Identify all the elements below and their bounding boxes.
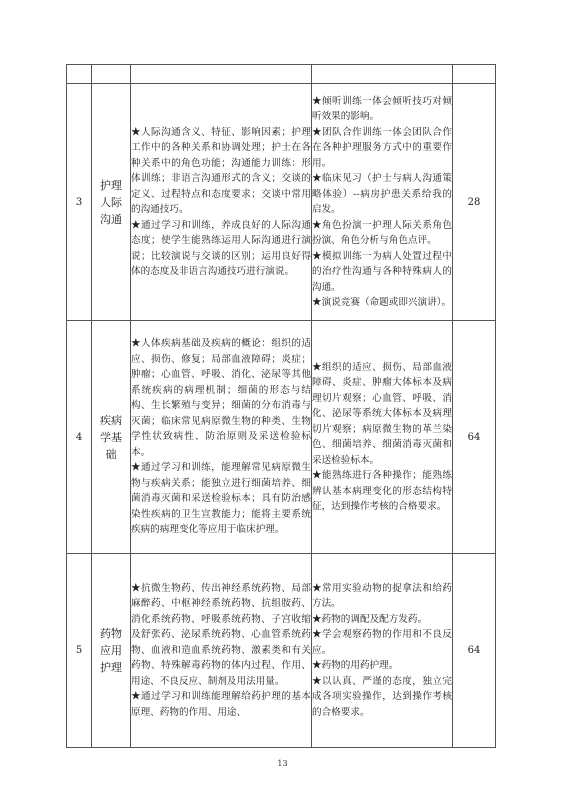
course-name: 疾病学基础 (92, 321, 131, 554)
course-number: 5 (67, 554, 92, 748)
course-name: 药物应用护理 (92, 554, 131, 748)
course-hours (453, 65, 496, 84)
course-content (131, 65, 312, 84)
course-hours: 64 (453, 554, 496, 748)
course-content: ★抗微生物药、传出神经系统药物、局部麻醉药、中枢神经系统药物、抗组胺药、消化系统药物、呼吸系统药物、子宫收缩及舒张药、泌尿系统药物、心血管系统药物、血液和造血系统药物、激素类和有关药物、特殊解毒药物的体内过程、作用、用途、不良反应、制剂及用法用量。 ★通过学习和训练能理解给药护理的基本原理、药物的作用、用途、 (131, 554, 312, 748)
course-content: ★人际沟通含义、特征、影响因素；护理工作中的各种关系和协调处理；护士在各种关系中的角色功能；沟通能力训练：形体训练；非语言沟通形式的含义；交谈的定义、过程特点和态度要求；交谈中常用的沟通技巧。 ★通过学习和训练，养成良好的人际沟通态度；使学生能熟练运用人际沟通进行演说；比较演说与交谈的区别；运用良好得体的态度及非语言沟通技巧进行演说。 (131, 84, 312, 321)
course-practice: ★组织的适应、损伤、局部血液障碍、炎症、肿瘤大体标本及病理切片观察；心血管、呼吸、消化、泌尿等系统大体标本及病理切片观察；病原微生物的革兰染色、细菌培养、细菌消毒灭菌和采送检验标本。 ★能熟练进行各种操作；能熟练辨认基本病理变化的形态结构特征，达到操作考核的合格要求。 (312, 321, 453, 554)
course-practice (312, 65, 453, 84)
course-number: 3 (67, 84, 92, 321)
table-row (67, 65, 496, 84)
course-content: ★人体疾病基础及疾病的概论：组织的适应、损伤、修复；局部血液障碍；炎症；肿瘤；心血管、呼吸、消化、泌尿等其他系统疾病的病理机制；细菌的形态与结构、生长繁殖与变异；细菌的分布消毒与灭菌；临床常见病原微生物的种类、生物学性状致病性、防治原则及采送检验标本。 ★通过学习和训练，能理解常见病原微生物与疾病关系；能独立进行细菌培养、细菌消毒灭菌和采送检验标本；具有防治感染性疾病的卫生宣教能力；能将主要系统疾病的病理变化等应用于临床护理。 (131, 321, 312, 554)
course-name (92, 65, 131, 84)
course-practice: ★常用实验动物的捉拿法和给药方法。 ★药物的调配及配方发药。 ★学会观察药物的作用和不良反应。 ★药物的用药护理。 ★以认真、严谨的态度，独立完成各项实验操作，达到操作考核的合格要求。 (312, 554, 453, 748)
course-number (67, 65, 92, 84)
course-hours: 64 (453, 321, 496, 554)
course-hours: 28 (453, 84, 496, 321)
table-row (67, 321, 496, 554)
course-name: 护理人际沟通 (92, 84, 131, 321)
table-row (67, 84, 496, 321)
course-number: 4 (67, 321, 92, 554)
page-number: 13 (277, 759, 288, 768)
table-row (67, 554, 496, 748)
course-practice: ★倾听训练一体会倾听技巧对倾听效果的影响。 ★团队合作训练一体会团队合作在各种护理服务方式中的重要作用。 ★临床见习（护士与病人沟通策略体验）--病房护患关系给我的启发。 ★角色扮演一护理人际关系角色扮演、角色分析与角色点评。 ★模拟训练一为病人处置过程中的治疗性沟通与各种特殊病人的沟通。 ★演说竞赛（命题或即兴演讲）。 (312, 84, 453, 321)
curriculum-table (66, 64, 496, 748)
